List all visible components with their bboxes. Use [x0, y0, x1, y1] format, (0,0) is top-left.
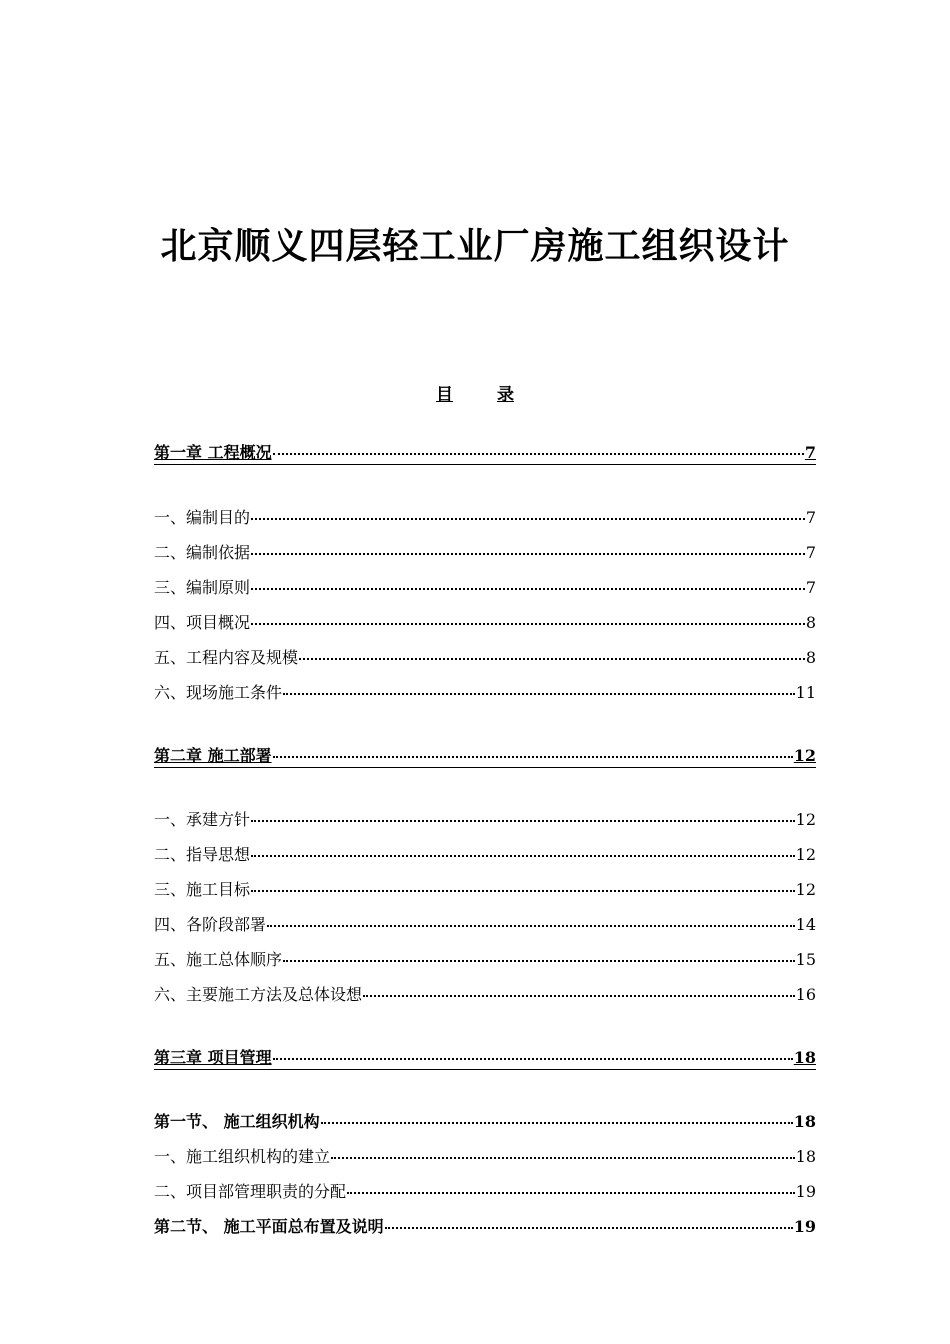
leader-dots	[283, 679, 795, 695]
toc-entry[interactable]	[154, 743, 816, 768]
leader-dots	[273, 439, 804, 455]
toc-entry[interactable]	[154, 877, 816, 901]
toc-entry[interactable]	[154, 1179, 816, 1203]
toc-entry-page: 7	[805, 543, 816, 562]
document-title: 北京顺义四层轻工业厂房施工组织设计	[160, 226, 790, 267]
leader-dots	[347, 1178, 795, 1194]
toc-entry-page: 19	[795, 1182, 816, 1201]
toc-entry[interactable]	[154, 947, 816, 971]
toc-entry-label: 二、项目部管理职责的分配	[154, 1182, 347, 1201]
toc-entry[interactable]	[154, 440, 816, 465]
leader-dots	[251, 504, 805, 520]
toc-entry[interactable]	[154, 575, 816, 599]
toc-entry-page: 11	[795, 683, 816, 702]
leader-dots	[251, 806, 795, 822]
toc-entry-label: 二、编制依据	[154, 543, 251, 562]
leader-dots	[385, 1213, 793, 1229]
table-of-contents	[154, 0, 816, 1344]
toc-entry-page: 14	[795, 915, 816, 934]
toc-entry-page: 7	[805, 508, 816, 527]
leader-dots	[251, 841, 795, 857]
toc-entry-page: 12	[793, 746, 816, 765]
toc-entry[interactable]	[154, 1045, 816, 1070]
toc-entry[interactable]	[154, 645, 816, 669]
toc-entry-page: 7	[804, 443, 816, 462]
leader-dots	[267, 911, 795, 927]
toc-heading-right: 录	[497, 385, 514, 405]
toc-entry-label: 第三章 项目管理	[154, 1048, 272, 1067]
toc-heading-left: 目	[436, 385, 453, 405]
leader-dots	[331, 1143, 795, 1159]
toc-entry-page: 12	[795, 880, 816, 899]
toc-entry[interactable]	[154, 505, 816, 529]
toc-entry[interactable]	[154, 540, 816, 564]
leader-dots	[283, 946, 795, 962]
toc-entry-label: 一、编制目的	[154, 508, 251, 527]
toc-entry-label: 三、编制原则	[154, 578, 251, 597]
leader-dots	[251, 574, 805, 590]
toc-entry-page: 18	[793, 1048, 816, 1067]
toc-entry[interactable]	[154, 1214, 816, 1238]
toc-entry[interactable]	[154, 1144, 816, 1168]
leader-dots	[273, 742, 793, 758]
leader-dots	[363, 981, 795, 997]
leader-dots	[273, 1044, 793, 1060]
toc-entry-page: 15	[795, 950, 816, 969]
toc-entry-page: 12	[795, 810, 816, 829]
toc-entry[interactable]	[154, 842, 816, 866]
toc-entry-label: 一、施工组织机构的建立	[154, 1147, 331, 1166]
toc-entry-page: 18	[795, 1147, 816, 1166]
toc-entry-page: 8	[805, 613, 816, 632]
toc-entry-label: 三、施工目标	[154, 880, 251, 899]
leader-dots	[251, 876, 795, 892]
leader-dots	[251, 539, 805, 555]
toc-entry-label: 六、主要施工方法及总体设想	[154, 985, 363, 1004]
toc-entry-label: 四、各阶段部署	[154, 915, 267, 934]
toc-entry-label: 第一章 工程概况	[154, 443, 272, 462]
toc-entry-page: 18	[793, 1112, 816, 1131]
toc-entry-label: 第二章 施工部署	[154, 746, 272, 765]
toc-entry-label: 二、指导思想	[154, 845, 251, 864]
toc-entry-page: 16	[795, 985, 816, 1004]
toc-entry[interactable]	[154, 912, 816, 936]
toc-entry-label: 第二节、 施工平面总布置及说明	[154, 1217, 384, 1236]
leader-dots	[251, 609, 805, 625]
leader-dots	[299, 644, 805, 660]
toc-entry-page: 8	[805, 648, 816, 667]
toc-entry[interactable]	[154, 610, 816, 634]
toc-entry[interactable]	[154, 807, 816, 831]
toc-entry-page: 12	[795, 845, 816, 864]
toc-entry-label: 五、工程内容及规模	[154, 648, 299, 667]
toc-entry-label: 第一节、 施工组织机构	[154, 1112, 320, 1131]
leader-dots	[321, 1108, 793, 1124]
toc-entry-label: 四、项目概况	[154, 613, 251, 632]
toc-entry[interactable]	[154, 680, 816, 704]
toc-entry-label: 一、承建方针	[154, 810, 251, 829]
toc-entry[interactable]	[154, 982, 816, 1006]
toc-entry-label: 六、现场施工条件	[154, 683, 283, 702]
toc-entry-page: 19	[793, 1217, 816, 1236]
toc-entry[interactable]	[154, 1109, 816, 1133]
toc-entry-label: 五、施工总体顺序	[154, 950, 283, 969]
toc-entry-page: 7	[805, 578, 816, 597]
